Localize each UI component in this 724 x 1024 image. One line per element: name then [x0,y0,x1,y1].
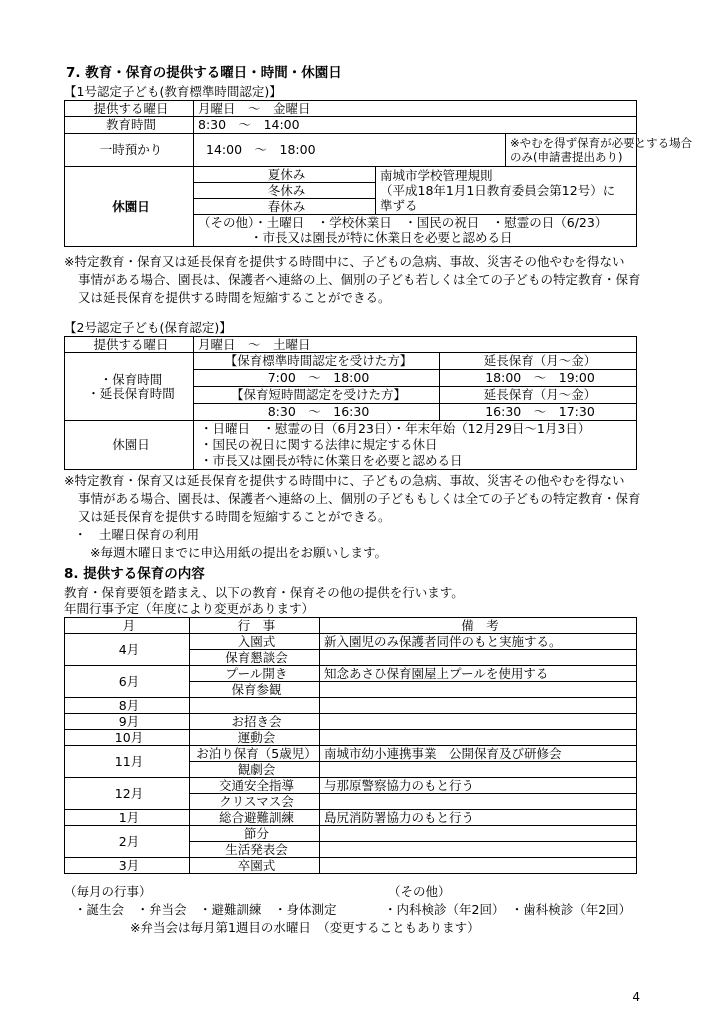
schedule-row [65,826,637,842]
type1-summer: 夏休み [194,167,376,183]
monthly-events-items: ・誕生会 ・弁当会 ・避難訓練 ・身体測定 [74,902,337,917]
type2-std-ext-time: 18:00 ～ 19:00 [440,370,637,387]
type2-table [64,336,637,470]
schedule-note: 新入園児のみ保護者同伴のもと実施する。 [320,634,637,650]
schedule-month: 12月 [65,778,190,810]
section-8-intro: 教育・保育要領を踏まえ、以下の教育・保育その他の提供を行います。 [64,585,464,600]
schedule-row [65,666,637,682]
type1-note-line-3: 又は延長保育を提供する時間を短縮することができる。 [78,290,391,305]
schedule-month: 1月 [65,810,190,826]
schedule-label: 年間行事予定（年度により変更があります） [64,601,315,616]
schedule-event: 生活発表会 [190,842,320,858]
type2-holiday-label: 休園日 [65,421,194,470]
schedule-header-note: 備 考 [320,618,637,634]
type2-std-header: 【保育標準時間認定を受けた方】 [194,353,440,370]
schedule-month: 4月 [65,634,190,666]
schedule-row [65,698,637,714]
schedule-note [320,650,637,666]
schedule-header-event: 行 事 [190,618,320,634]
schedule-event: お泊り保育（5歳児） [190,746,320,762]
type2-short-header: 【保育短時間認定を受けた方】 [194,387,440,404]
type1-other-2: ・市長又は園長が特に休業日を必要と認める日 [194,231,637,247]
type1-edu-time-value: 8:30 ～ 14:00 [194,117,637,134]
schedule-month: 6月 [65,666,190,698]
schedule-row [65,746,637,762]
type1-days-value: 月曜日 ～ 金曜日 [194,101,637,117]
schedule-event: 入園式 [190,634,320,650]
schedule-event: お招き会 [190,714,320,730]
schedule-note [320,762,637,778]
saturday-care: ・ 土曜日保育の利用 [74,527,200,542]
type1-winter: 冬休み [194,183,376,199]
other-events-items: ・内科検診（年2回） ・歯科検診（年2回） [384,902,632,917]
schedule-row [65,810,637,826]
type2-short-time: 8:30 ～ 16:30 [194,404,440,421]
type1-holiday-label: 休園日 [65,167,194,247]
schedule-month: 2月 [65,826,190,858]
monthly-events-label: （毎月の行事） [64,884,152,899]
type1-other-1: （その他）・土曜日 ・学校休業日 ・国民の祝日 ・慰霊の日（6/23） [194,215,637,231]
type1-note-line-1: ※特定教育・保育又は延長保育を提供する時間中に、子どもの急病、事故、災害その他やむを得ない [64,254,625,269]
schedule-event: 卒園式 [190,858,320,874]
page-number: 4 [632,990,640,1004]
type1-note-line-2: 事情がある場合、園長は、保護者へ連絡の上、個別の子ども若しくは全ての子どもの特定教育・保育 [78,272,641,287]
schedule-note [320,698,637,714]
section-7-heading: 7. 教育・保育の提供する曜日・時間・休園日 [66,65,342,81]
type1-temp-note: ※やむを得ず保育が必要とする場合 のみ(申請書提出あり) [506,134,637,167]
type2-days-value: 月曜日 ～ 土曜日 [194,337,637,353]
type2-std-time: 7:00 ～ 18:00 [194,370,440,387]
schedule-month: 3月 [65,858,190,874]
schedule-row [65,714,637,730]
type2-short-ext-time: 16:30 ～ 17:30 [440,404,637,421]
type2-days-label: 提供する曜日 [65,337,194,353]
schedule-note: 南城市幼小連携事業 公開保育及び研修会 [320,746,637,762]
type2-short-ext-header: 延長保育（月～金） [440,387,637,404]
type2-holidays: ・日曜日 ・慰霊の日（6月23日）・年末年始（12月29日～1月3日） ・国民の祝日に関する法律に規定する休日 ・市長又は園長が特に休業日を必要と認める日 [194,421,637,470]
type1-edu-time-label: 教育時間 [65,117,194,134]
schedule-event: 保育参観 [190,682,320,698]
type2-note-line-3: 又は延長保育を提供する時間を短縮することができる。 [78,509,391,524]
type1-spring: 春休み [194,199,376,215]
type1-days-label: 提供する曜日 [65,101,194,117]
type1-label: 【1号認定子ども(教育標準時間認定)】 [64,84,282,99]
saturday-note: ※毎週木曜日までに申込用紙の提出をお願いします。 [90,545,387,560]
schedule-note: 島尻消防署協力のもと行う [320,810,637,826]
schedule-month: 11月 [65,746,190,778]
schedule-month: 10月 [65,730,190,746]
schedule-table [64,617,637,874]
other-events-label: （その他） [388,884,451,899]
schedule-event: 節分 [190,826,320,842]
schedule-note [320,858,637,874]
schedule-row [65,858,637,874]
type2-std-ext-header: 延長保育（月～金） [440,353,637,370]
type2-label: 【2号認定子ども(保育認定)】 [64,320,232,335]
schedule-header-month: 月 [65,618,190,634]
schedule-row [65,634,637,650]
schedule-note [320,826,637,842]
schedule-event [190,698,320,714]
schedule-note: 与那原警察協力のもと行う [320,778,637,794]
schedule-note: 知念あさひ保育園屋上プールを使用する [320,666,637,682]
schedule-row [65,730,637,746]
schedule-event: 保育懇談会 [190,650,320,666]
schedule-note [320,730,637,746]
schedule-event: プール開き [190,666,320,682]
schedule-month: 9月 [65,714,190,730]
type2-time-label: ・保育時間 ・延長保育時間 [65,353,194,421]
schedule-row [65,778,637,794]
schedule-note [320,682,637,698]
type1-temp-label: 一時預かり [65,134,194,167]
type1-temp-value: 14:00 ～ 18:00 [194,134,506,167]
type2-note-line-1: ※特定教育・保育又は延長保育を提供する時間中に、子どもの急病、事故、災害その他やむを得ない [64,473,625,488]
section-8-heading: 8. 提供する保育の内容 [64,566,205,582]
schedule-note [320,714,637,730]
schedule-footnote: ※弁当会は毎月第1週目の水曜日 （変更することもあります） [130,920,480,935]
schedule-event: 運動会 [190,730,320,746]
type1-table [64,100,693,247]
type1-school-rules: 南城市学校管理規則 （平成18年1月1日教育委員会第12号）に 準ずる [376,167,637,215]
schedule-note [320,842,637,858]
type2-note-line-2: 事情がある場合、園長は、保護者へ連絡の上、個別の子どももしくは全ての子どもの特定教育・保育 [78,491,641,506]
schedule-note [320,794,637,810]
schedule-month: 8月 [65,698,190,714]
schedule-event: 総合避難訓練 [190,810,320,826]
schedule-event: 観劇会 [190,762,320,778]
schedule-event: 交通安全指導 [190,778,320,794]
schedule-event: クリスマス会 [190,794,320,810]
